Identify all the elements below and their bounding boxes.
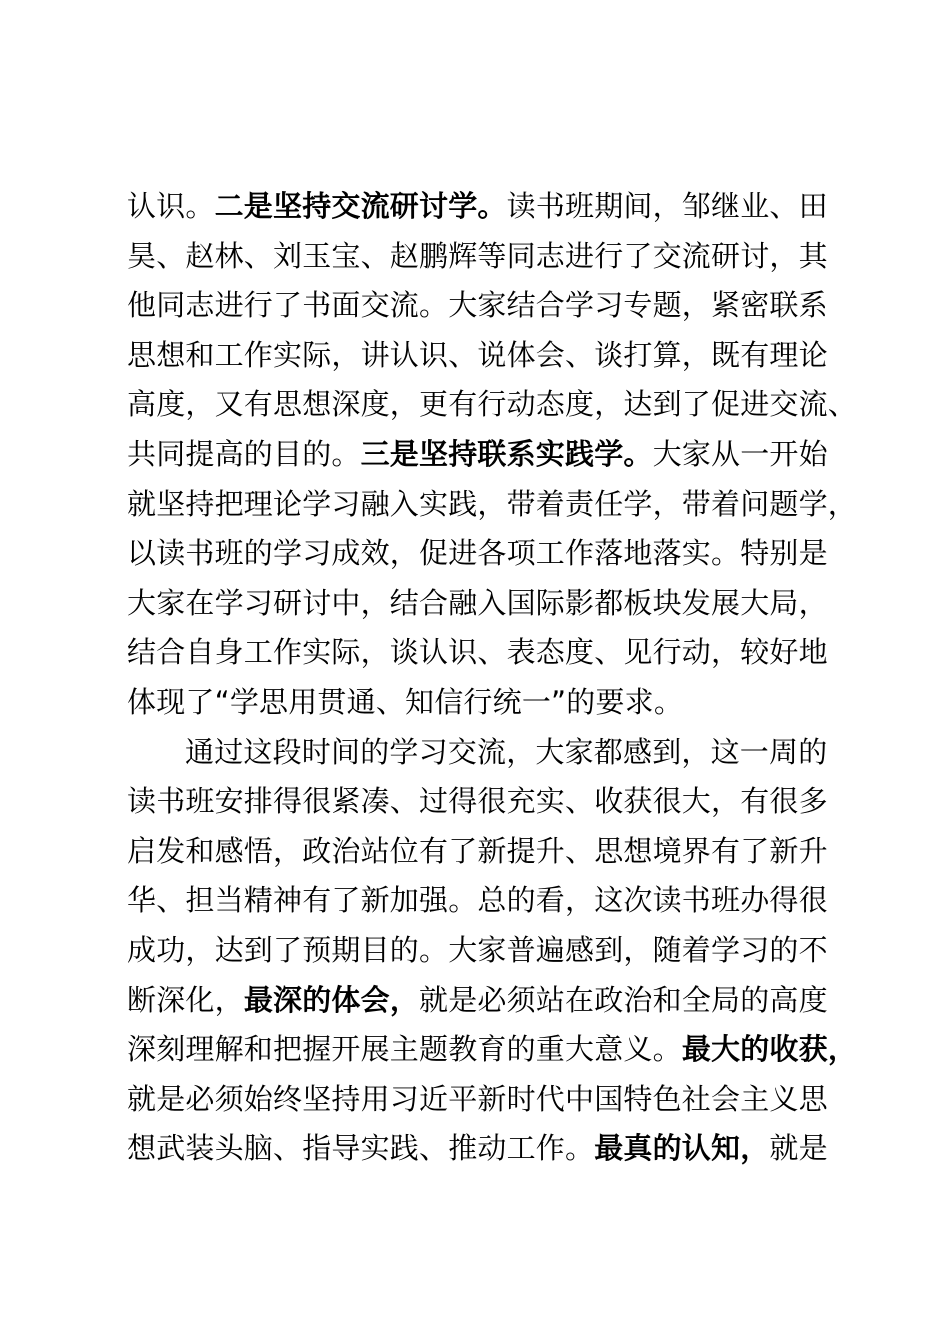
- text-run: 以读书班的学习成效，促进各项工作落地落实。特别是: [127, 536, 828, 571]
- text-run: 思想和工作实际，讲认识、说体会、谈打算，既有理论: [127, 337, 828, 372]
- text-line: [127, 776, 828, 826]
- text-run: 高度，又有思想深度，更有行动态度，达到了促进交流、: [127, 387, 858, 422]
- text-run: 通过这段时间的学习交流，大家都感到，这一周的: [185, 734, 828, 769]
- text-line: [127, 528, 828, 578]
- text-line: [127, 379, 857, 429]
- bold-phrase: 二是坚持交流研讨学。: [214, 189, 507, 223]
- text-run: 启发和感悟，政治站位有了新提升、思想境界有了新升: [127, 833, 828, 868]
- text-run: 认识。: [127, 189, 215, 223]
- text-run: 想武装头脑、指导实践、推动工作。: [127, 1131, 595, 1166]
- text-run: 成功，达到了预期目的。大家普遍感到，随着学习的不: [127, 933, 828, 967]
- text-line: [127, 925, 828, 975]
- text-line: [127, 1123, 828, 1173]
- bold-phrase: 最深的体会，: [243, 982, 420, 1017]
- text-run: 华、担当精神有了新加强。总的看，这次读书班办得很: [127, 883, 828, 918]
- text-run: 读书班安排得很紧凑、过得很充实、收获很大，有很多: [127, 784, 828, 819]
- text-run: 昊、赵林、刘玉宝、赵鹏辉等同志进行了交流研讨，其: [127, 238, 828, 273]
- text-line: [127, 280, 828, 330]
- text-run: 就是必须站在政治和全局的高度: [419, 982, 828, 1017]
- text-line: [127, 429, 828, 479]
- text-run: 他同志进行了书面交流。大家结合学习专题，紧密联系: [127, 288, 828, 323]
- text-run: 就是必须始终坚持用习近平新时代中国特色社会主义思: [127, 1081, 828, 1116]
- text-line: [127, 677, 683, 727]
- text-run: 大家在学习研讨中，结合融入国际影都板块发展大局，: [127, 585, 828, 620]
- text-line: [127, 875, 828, 925]
- bold-phrase: 三是坚持联系实践学。: [360, 437, 653, 471]
- bold-phrase: 最真的认知，: [594, 1131, 770, 1166]
- text-run: 就坚持把理论学习融入实践，带着责任学，带着问题学，: [127, 486, 858, 521]
- text-run: 深刻理解和把握开展主题教育的重大意义。: [127, 1032, 682, 1067]
- text-run: 就是: [769, 1131, 828, 1166]
- text-run: 读书班期间，邹继业、田: [506, 189, 828, 223]
- text-line: [127, 181, 828, 231]
- text-line: [127, 627, 828, 677]
- text-line: [127, 231, 828, 281]
- text-line: [127, 826, 828, 876]
- bold-phrase: 最大的收获，: [681, 1032, 858, 1067]
- text-line: [185, 727, 827, 777]
- text-run: 大家从一开始: [652, 437, 828, 471]
- text-run: 断深化，: [127, 982, 244, 1017]
- text-run: 共同提高的目的。: [127, 437, 361, 471]
- text-line: [127, 1024, 857, 1074]
- text-line: [127, 975, 828, 1025]
- text-run: 体现了“学思用贯通、知信行统一”的要求。: [127, 685, 684, 719]
- text-line: [127, 479, 857, 529]
- text-line: [127, 330, 828, 380]
- text-line: [127, 578, 828, 628]
- text-line: [127, 1074, 828, 1124]
- text-run: 结合自身工作实际，谈认识、表态度、见行动，较好地: [127, 635, 828, 670]
